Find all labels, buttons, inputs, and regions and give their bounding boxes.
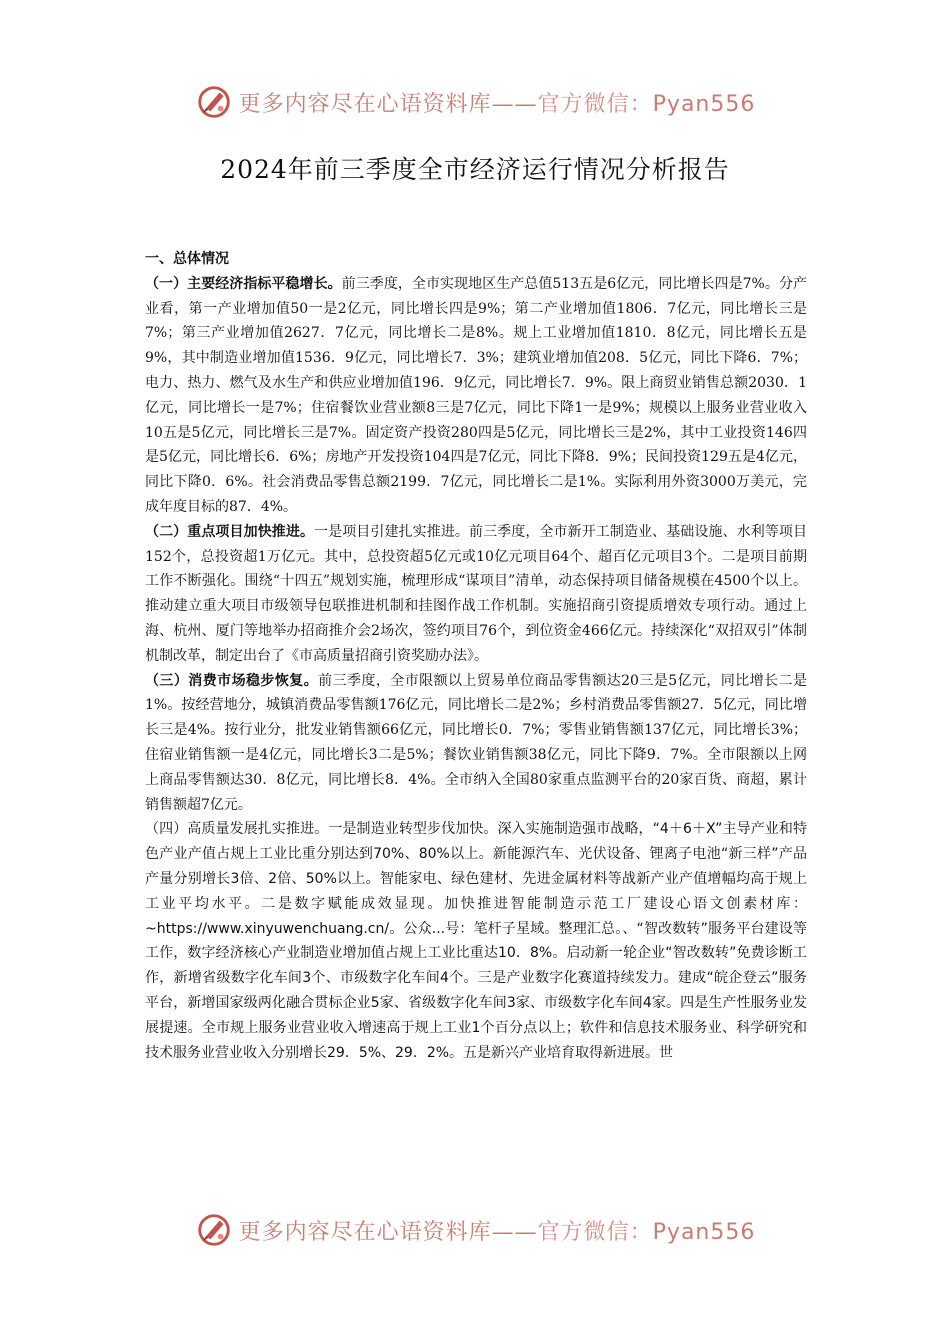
brand-logo-icon: [195, 83, 233, 121]
document-title: 2024年前三季度全市经济运行情况分析报告: [220, 155, 730, 184]
paragraph-key-projects: [145, 520, 807, 669]
paragraph-consumer-market: [145, 669, 807, 818]
watermark-text: 更多内容尽在心语资料库——官方微信：Pyan556: [238, 1219, 756, 1245]
paragraph-lead: （一）主要经济指标平稳增长。: [145, 275, 342, 292]
paragraph-main-indicators: [145, 272, 807, 520]
section-heading-overview: 一、总体情况: [145, 251, 229, 267]
header-watermark-banner: [0, 80, 950, 124]
paragraph-body: 一是项目引建扎实推进。前三季度，全市新开工制造业、基础设施、水利等项目152个，总投资超1万亿元。其中，总投资超5亿元或10亿元项目64个、超百亿元项目3个。二是项目前期工作不断强化。围绕“十四五”规划实施，梳理形成“谋项目”清单，动态保持项目储备规模在4500个以上。推动建立重大项目市级领导包联推进机制和挂图作战工作机制。实施招商引资提质增效专项行动。通过上海、杭州、厦门等地举办招商推介会2场次，签约项目76个，到位资金466亿元。持续深化“双招双引”体制机制改革，制定出台了《市高质量招商引资奖励办法》。: [145, 523, 808, 664]
brand-logo-icon: [195, 1211, 233, 1249]
paragraph-body: 前三季度，全市实现地区生产总值513五是6亿元，同比增长四是7%。分产业看，第一产业增加值50一是2亿元，同比增长四是9%；第二产业增加值1806．7亿元，同比增长三是7%；第三产业增加值2627．7亿元，同比增长二是8%。规上工业增加值1810．8亿元，同比增长五是9%，其中制造业增加值1536．9亿元，同比增长7．3%；建筑业增加值208．5亿元，同比下降6．7%；电力、热力、燃气及水生产和供应业增加值196．9亿元，同比增长7．9%。限上商贸业销售总额2030．1亿元，同比增长一是7%；住宿餐饮业营业额8三是7亿元，同比下降1一是9%；规模以上服务业营业收入10五是5亿元，同比增长三是7%。固定资产投资280四是5亿元，同比增长三是2%，其中工业投资146四是5亿元，同比增长6．6%；房地产开发投资104四是7亿元，同比下降8．9%；民间投资129五是4亿元，同比下降0．6%。社会消费品零售总额2199．7亿元，同比增长二是1%。实际利用外资3000万美元，完成年度目标的87．4%。: [145, 275, 807, 515]
watermark-text: 更多内容尽在心语资料库——官方微信：Pyan556: [238, 91, 756, 117]
paragraph-body: 前三季度，全市限额以上贸易单位商品零售额达20三是5亿元，同比增长二是1%。按经营地分，城镇消费品零售额176亿元，同比增长二是2%；乡村消费品零售额27．5亿元，同比增长三是4%。按行业分，批发业销售额66亿元，同比增长0．7%；零售业销售额137亿元，同比增长3%；住宿业销售额一是4亿元，同比增长3二是5%；餐饮业销售额38亿元，同比下降9．7%。全市限额以上网上商品零售额达30．8亿元，同比增长8．4%。全市纳入全国80家重点监测平台的20家百货、商超，累计销售额超7亿元。: [145, 672, 807, 813]
paragraph-lead: （三）消费市场稳步恢复。: [145, 672, 319, 689]
report-body: [145, 247, 807, 1065]
footer-watermark-banner: [0, 1208, 950, 1252]
paragraph-high-quality-development: （四）高质量发展扎实推进。一是制造业转型步伐加快。深入实施制造强市战略，“4＋6＋X”主导产业和特色产业产值占规上工业比重分别达到70%、80%以上。新能源汽车、光伏设备、锂离子电池“新三样”产品产量分别增长3倍、2倍、50%以上。智能家电、绿色建材、先进金属材料等战新产业产值增幅均高于规上工业平均水平。二是数字赋能成效显现。加快推进智能制造示范工厂建设心语文创素材库：~https://www.xinyuwenchuang.cn/。公众...号：笔杆子星域。整理汇总。、“智改数转”服务平台建设等工作，数字经济核心产业制造业增加值占规上工业比重达10．8%。启动新一轮企业“智改数转”免费诊断工作，新增省级数字化车间3个、市级数字化车间4个。三是产业数字化赛道持续发力。建成“皖企登云”服务平台，新增国家级两化融合贯标企业5家、省级数字化车间3家、市级数字化车间4家。四是生产性服务业发展提速。全市规上服务业营业收入增速高于规上工业1个百分点以上；软件和信息技术服务业、科学研究和技术服务业营业收入分别增长29．5%、29．2%。五是新兴产业培育取得新进展。世: [145, 821, 807, 1061]
paragraph-lead: （二）重点项目加快推进。: [145, 523, 315, 540]
